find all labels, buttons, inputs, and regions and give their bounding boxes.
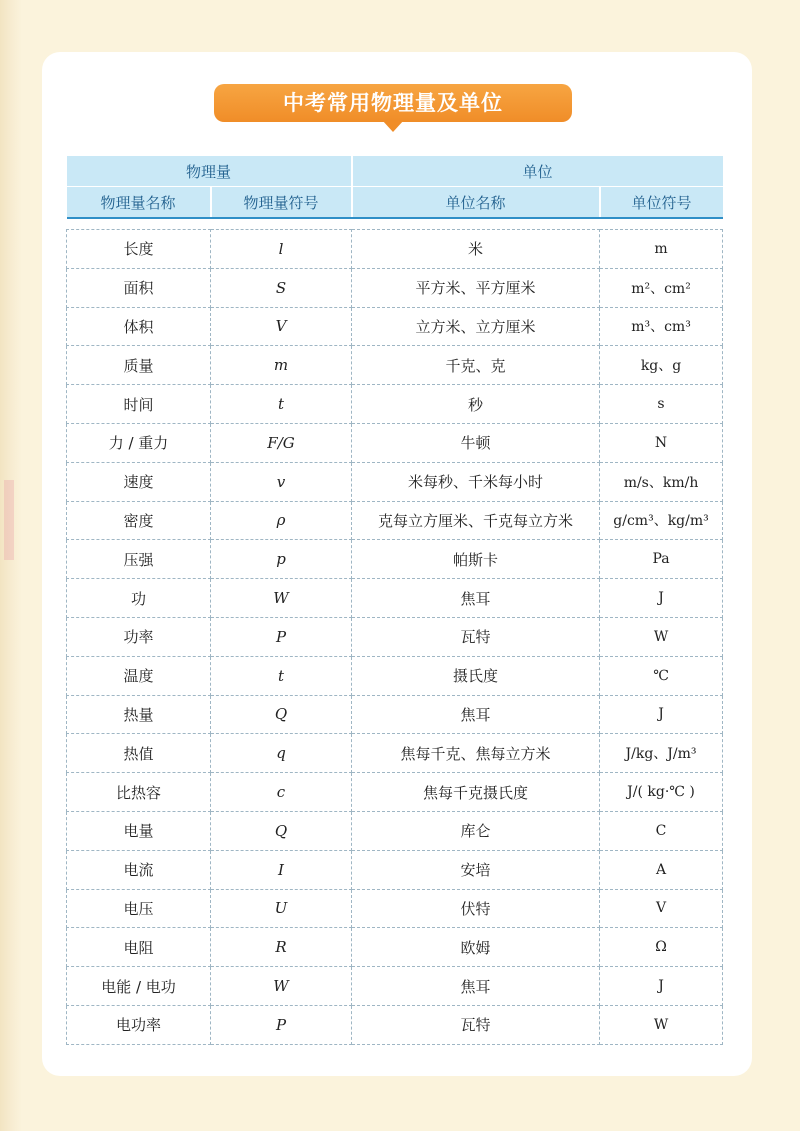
quantity-name-cell: 电阻 [67,928,211,967]
quantity-symbol-cell: Q [211,695,352,734]
unit-name-cell: 伏特 [352,889,600,928]
quantity-name-cell: 热值 [67,734,211,773]
unit-name-cell: 焦耳 [352,579,600,618]
unit-symbol-cell: kg、g [600,346,723,385]
table-row [67,695,723,734]
quantity-name-cell: 长度 [67,230,211,269]
header-unit-symbol: 单位符号 [600,187,723,219]
quantity-symbol-cell: W [211,579,352,618]
table-row [67,734,723,773]
quantity-name-cell: 热量 [67,695,211,734]
table-row [67,423,723,462]
unit-symbol-cell: m [600,230,723,269]
quantity-symbol-cell: l [211,230,352,269]
table-row [67,1005,723,1044]
unit-symbol-cell: m/s、km/h [600,462,723,501]
table-row [67,850,723,889]
unit-symbol-cell: J [600,579,723,618]
unit-symbol-cell: J/( kg·℃ ) [600,773,723,812]
quantity-name-cell: 电压 [67,889,211,928]
quantity-symbol-cell: m [211,346,352,385]
quantity-symbol-cell: I [211,850,352,889]
unit-symbol-cell: Ω [600,928,723,967]
quantity-symbol-cell: t [211,385,352,424]
quantity-name-cell: 面积 [67,268,211,307]
unit-symbol-cell: g/cm³、kg/m³ [600,501,723,540]
table-row [67,928,723,967]
table-row [67,967,723,1006]
unit-name-cell: 帕斯卡 [352,540,600,579]
quantity-name-cell: 功率 [67,617,211,656]
header-group-unit: 单位 [352,156,723,187]
unit-symbol-cell: C [600,811,723,850]
unit-name-cell: 焦每千克、焦每立方米 [352,734,600,773]
title-banner [214,84,572,124]
unit-name-cell: 焦耳 [352,967,600,1006]
quantity-name-cell: 温度 [67,656,211,695]
unit-name-cell: 米每秒、千米每小时 [352,462,600,501]
table-row [67,346,723,385]
unit-symbol-cell: W [600,1005,723,1044]
unit-name-cell: 秒 [352,385,600,424]
unit-symbol-cell: W [600,617,723,656]
header-group-quantity: 物理量 [67,156,352,187]
unit-name-cell: 欧姆 [352,928,600,967]
header-quantity-symbol: 物理量符号 [211,187,352,219]
table-body [67,230,723,1045]
quantity-symbol-cell: S [211,268,352,307]
quantity-symbol-cell: P [211,1005,352,1044]
quantity-name-cell: 比热容 [67,773,211,812]
unit-symbol-cell: J [600,967,723,1006]
quantity-symbol-cell: P [211,617,352,656]
unit-name-cell: 安培 [352,850,600,889]
unit-name-cell: 米 [352,230,600,269]
quantity-symbol-cell: t [211,656,352,695]
quantity-name-cell: 时间 [67,385,211,424]
quantity-name-cell: 密度 [67,501,211,540]
quantity-symbol-cell: p [211,540,352,579]
table-row [67,385,723,424]
unit-name-cell: 克每立方厘米、千克每立方米 [352,501,600,540]
quantity-name-cell: 质量 [67,346,211,385]
unit-symbol-cell: N [600,423,723,462]
unit-name-cell: 焦耳 [352,695,600,734]
table-header [67,156,723,218]
quantity-name-cell: 体积 [67,307,211,346]
quantity-symbol-cell: R [211,928,352,967]
table-row [67,268,723,307]
unit-name-cell: 瓦特 [352,617,600,656]
unit-name-cell: 平方米、平方厘米 [352,268,600,307]
page-title: 中考常用物理量及单位 [214,84,572,122]
quantity-name-cell: 电量 [67,811,211,850]
unit-symbol-cell: m²、cm² [600,268,723,307]
table-row [67,773,723,812]
table-row [67,540,723,579]
unit-name-cell: 瓦特 [352,1005,600,1044]
header-quantity-name: 物理量名称 [67,187,211,219]
unit-symbol-cell: m³、cm³ [600,307,723,346]
quantity-name-cell: 压强 [67,540,211,579]
table-row [67,656,723,695]
quantity-symbol-cell: ρ [211,501,352,540]
quantity-symbol-cell: U [211,889,352,928]
quantity-symbol-cell: W [211,967,352,1006]
header-unit-name: 单位名称 [352,187,600,219]
quantity-symbol-cell: v [211,462,352,501]
quantity-symbol-cell: Q [211,811,352,850]
quantity-symbol-cell: c [211,773,352,812]
unit-symbol-cell: Pa [600,540,723,579]
quantity-name-cell: 功 [67,579,211,618]
physics-units-table [66,156,723,1045]
unit-symbol-cell: A [600,850,723,889]
unit-name-cell: 焦每千克摄氏度 [352,773,600,812]
quantity-name-cell: 速度 [67,462,211,501]
table-row [67,889,723,928]
unit-symbol-cell: J/kg、J/m³ [600,734,723,773]
unit-name-cell: 千克、克 [352,346,600,385]
unit-name-cell: 库仑 [352,811,600,850]
quantity-symbol-cell: V [211,307,352,346]
unit-symbol-cell: s [600,385,723,424]
quantity-symbol-cell: F/G [211,423,352,462]
table-row [67,462,723,501]
table-row [67,579,723,618]
unit-symbol-cell: J [600,695,723,734]
margin-stain [4,480,14,560]
table-row [67,501,723,540]
quantity-name-cell: 电功率 [67,1005,211,1044]
unit-name-cell: 牛顿 [352,423,600,462]
table-row [67,307,723,346]
quantity-symbol-cell: q [211,734,352,773]
unit-symbol-cell: ℃ [600,656,723,695]
table-row [67,617,723,656]
table-row [67,811,723,850]
table-row [67,230,723,269]
unit-name-cell: 摄氏度 [352,656,600,695]
title-pointer [382,120,404,132]
page-edge [0,0,22,1131]
quantity-name-cell: 力 / 重力 [67,423,211,462]
quantity-name-cell: 电流 [67,850,211,889]
unit-name-cell: 立方米、立方厘米 [352,307,600,346]
quantity-name-cell: 电能 / 电功 [67,967,211,1006]
unit-symbol-cell: V [600,889,723,928]
